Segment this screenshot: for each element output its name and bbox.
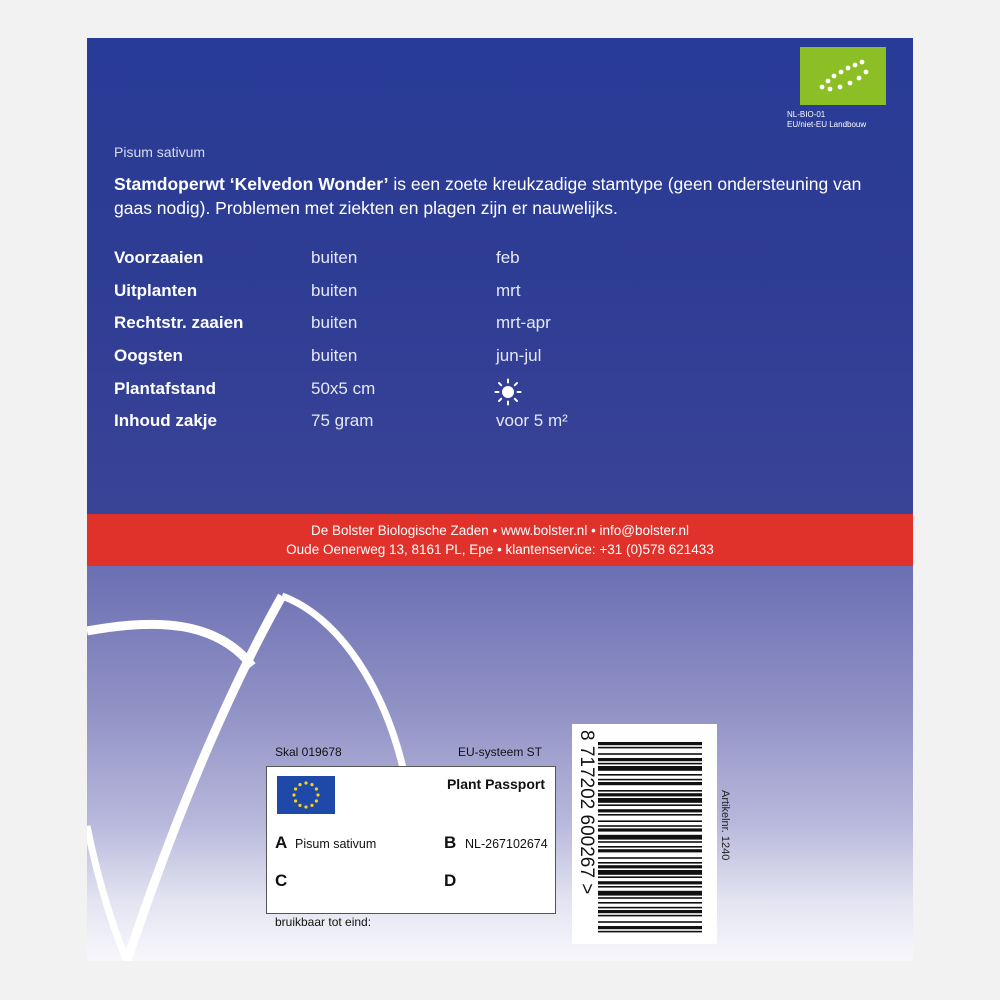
barcode-bar xyxy=(598,766,702,771)
barcode-bar xyxy=(598,870,702,875)
barcode-bar xyxy=(598,747,702,749)
spec-location: buiten xyxy=(311,280,358,300)
plant-passport xyxy=(266,766,556,914)
spec-label: Plantafstand xyxy=(114,378,217,398)
barcode-bar xyxy=(598,926,702,929)
spec-spacing: 50x5 cm xyxy=(311,378,376,398)
barcode-bar xyxy=(598,897,702,899)
spec-label: Uitplanten xyxy=(114,280,198,300)
eu-organic-logo xyxy=(800,47,886,105)
sowing-table xyxy=(114,248,714,444)
spec-period: mrt xyxy=(496,280,521,300)
company-band xyxy=(87,514,913,566)
barcode-bar xyxy=(598,902,702,904)
spec-row xyxy=(114,248,714,281)
spec-location: buiten xyxy=(311,346,358,366)
barcode-bar xyxy=(598,915,702,917)
passport-title: Plant Passport xyxy=(446,776,545,792)
eu-system: EU-systeem ST xyxy=(458,745,543,759)
field-a-letter: A xyxy=(275,833,288,852)
info-panel xyxy=(87,38,913,514)
spec-label: Inhoud zakje xyxy=(114,411,217,431)
expiry-label: bruikbaar tot eind: xyxy=(275,915,372,929)
sun-icon xyxy=(494,378,522,411)
barcode-bar xyxy=(598,881,702,884)
barcode-bar xyxy=(598,886,702,888)
spec-location: buiten xyxy=(311,313,358,333)
spec-row xyxy=(114,281,714,314)
barcode-bar xyxy=(598,825,702,827)
spec-content: 75 gram xyxy=(311,411,374,431)
barcode-bar xyxy=(598,828,702,831)
company-contact: De Bolster Biologische Zaden • www.bolster.nl • info@bolster.nl xyxy=(310,523,690,538)
barcode-bar xyxy=(598,742,702,745)
barcode-bar xyxy=(598,809,702,812)
description-text: is een zoete kreukzadige stamtype (geen ondersteuning van gaas nodig). Problemen met ziekten en plagen zijn er nauwelijks. xyxy=(114,174,862,218)
seed-packet-back xyxy=(87,38,913,961)
spec-label: Rechtstr. zaaien xyxy=(114,313,244,333)
spec-row xyxy=(114,346,714,379)
barcode-bar xyxy=(598,862,702,864)
barcode-bar xyxy=(598,891,702,896)
spec-row xyxy=(114,379,714,412)
skal-number: Skal 019678 xyxy=(275,745,342,759)
spec-row xyxy=(114,313,714,346)
spec-period: mrt-apr xyxy=(496,313,551,333)
barcode-bar xyxy=(598,790,702,792)
barcode xyxy=(572,724,717,944)
barcode-bar xyxy=(598,910,702,913)
spec-area: voor 5 m² xyxy=(496,411,568,431)
spec-row xyxy=(114,411,714,444)
field-b-letter: B xyxy=(444,833,457,852)
spec-label: Voorzaaien xyxy=(114,248,204,267)
barcode-bar xyxy=(598,753,702,755)
eu-flag-icon xyxy=(277,776,335,814)
barcode-bar xyxy=(598,774,702,776)
certification-code: NL-BIO-01 xyxy=(787,110,826,119)
field-d-letter: D xyxy=(444,871,457,890)
spec-location: buiten xyxy=(311,248,358,267)
barcode-bar xyxy=(598,782,702,785)
latin-name: Pisum sativum xyxy=(114,144,206,160)
article-number: Artikelnr. 1240 xyxy=(719,790,731,861)
barcode-bar xyxy=(598,779,702,781)
barcode-bar xyxy=(598,849,702,852)
company-address: Oude Oenerweg 13, 8161 PL, Epe • klantenservice: +31 (0)578 621433 xyxy=(286,542,714,557)
barcode-bar xyxy=(598,835,702,840)
barcode-bar xyxy=(598,876,702,878)
barcode-bar xyxy=(598,758,702,761)
spec-period: jun-jul xyxy=(496,346,542,366)
barcode-bar xyxy=(598,857,702,859)
barcode-bar xyxy=(598,814,702,816)
product-description xyxy=(114,172,894,220)
spec-period: feb xyxy=(496,248,520,267)
certification-origin: EU/niet-EU Landbouw xyxy=(787,120,867,129)
spec-label: Oogsten xyxy=(114,346,183,366)
barcode-bar xyxy=(598,841,702,843)
field-a-value: Pisum sativum xyxy=(295,837,377,851)
barcode-digits: 8 717202 600267 > xyxy=(576,730,597,895)
barcode-bar xyxy=(598,793,702,796)
barcode-bar xyxy=(598,846,702,848)
certification-text xyxy=(787,110,866,130)
field-b-value: NL-267102674 xyxy=(465,837,548,851)
barcode-bars xyxy=(572,724,717,944)
barcode-bar xyxy=(598,798,702,803)
barcode-bar xyxy=(598,931,702,933)
barcode-bar xyxy=(598,907,702,909)
field-c-letter: C xyxy=(275,871,288,890)
barcode-bar xyxy=(598,763,702,765)
product-title: Stamdoperwt ‘Kelvedon Wonder’ xyxy=(114,174,389,194)
barcode-bar xyxy=(598,865,702,868)
barcode-bar xyxy=(598,804,702,806)
barcode-bar xyxy=(598,921,702,923)
barcode-bar xyxy=(598,820,702,822)
